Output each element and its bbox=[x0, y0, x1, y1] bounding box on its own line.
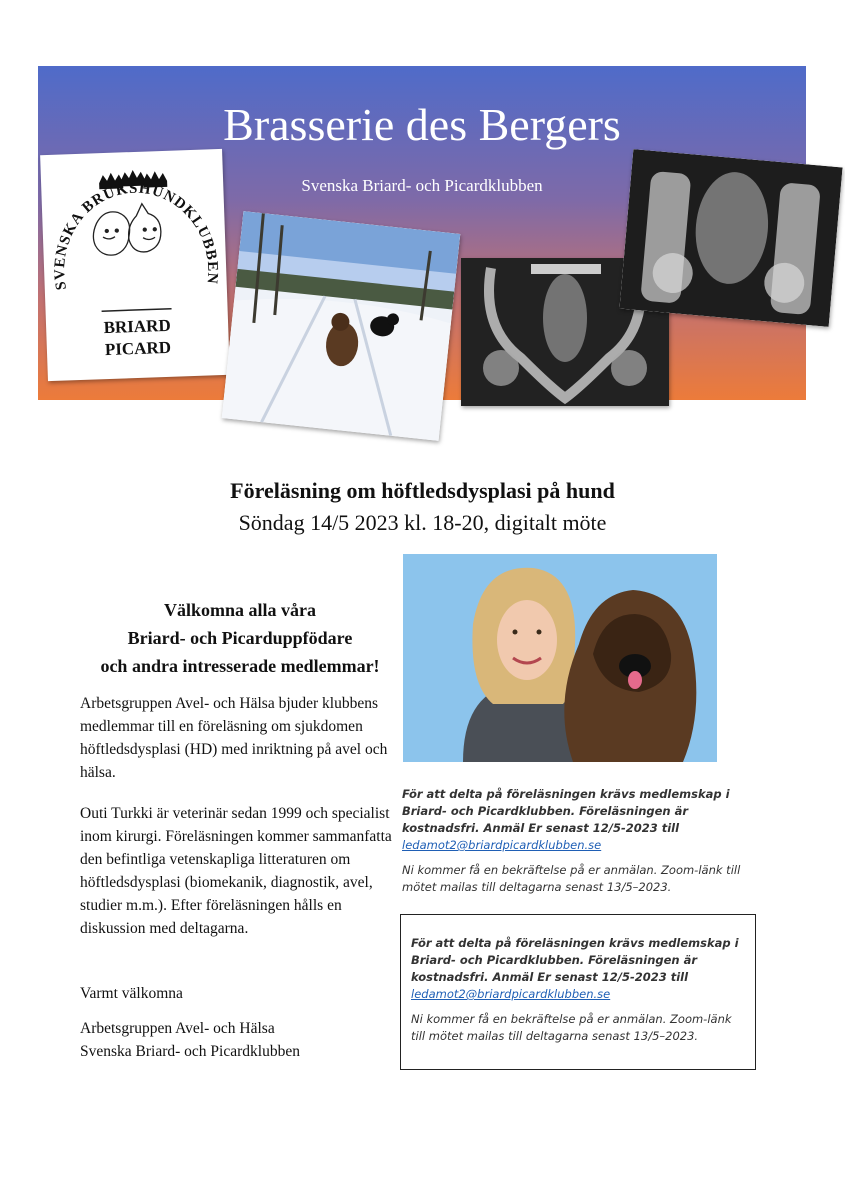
welcome-line: Briard- och Picarduppfödare bbox=[127, 628, 353, 648]
welcome-line: och andra intresserade medlemmar! bbox=[100, 656, 380, 676]
intro-paragraph: Arbetsgruppen Avel- och Hälsa bjuder klubbens medlemmar till en föreläsning om sjukdomen höftledsdysplasi (HD) med inriktning på avel och hälsa. bbox=[80, 695, 388, 781]
registration-confirmation: Ni kommer få en bekräftelse på er anmälan. Zoom-länk till mötet mailas till deltagarna senast 13/5–2023. bbox=[402, 863, 741, 894]
welcome-heading bbox=[78, 596, 402, 680]
svg-text:SVENSKA BRUKSHUNDKLUBBEN bbox=[49, 178, 221, 291]
banner-title: Brasserie des Bergers bbox=[223, 99, 621, 150]
speaker-paragraph: Outi Turkki är veterinär sedan 1999 och specialist inom kirurgi. Föreläsningen kommer sammanfatta den befintliga vetenskapliga litteraturen om höftledsdysplasi (biomekanik, diagnostik, avel, studier m.m.). Efter föreläsningen hålls en diskussion med deltagarna. bbox=[80, 805, 392, 937]
registration-requirement: För att delta på föreläsningen krävs medlemskap i Briard- och Picardklubben. Föreläsningen är kostnadsfri. Anmäl Er senast 12/5-2023 till bbox=[411, 936, 739, 984]
registration-box bbox=[400, 914, 756, 1070]
signature-line: Svenska Briard- och Picardklubben bbox=[80, 1043, 300, 1060]
registration-confirmation: Ni kommer få en bekräftelse på er anmälan. Zoom-länk till mötet mailas till deltagarna senast 13/5–2023. bbox=[411, 1012, 732, 1043]
logo-line2: PICARD bbox=[104, 337, 172, 360]
registration-email-link[interactable]: ledamot2@briardpicardklubben.se bbox=[402, 838, 602, 852]
snow-dogs-photo bbox=[222, 211, 461, 441]
registration-note bbox=[402, 786, 742, 896]
club-logo bbox=[40, 149, 230, 381]
registration-requirement: För att delta på föreläsningen krävs medlemskap i Briard- och Picardklubben. Föreläsningen är kostnadsfri. Anmäl Er senast 12/5-2023 till bbox=[402, 787, 730, 835]
signature-line: Arbetsgruppen Avel- och Hälsa bbox=[80, 1020, 275, 1037]
registration-email-link[interactable]: ledamot2@briardpicardklubben.se bbox=[411, 987, 611, 1001]
closing-greeting: Varmt välkomna bbox=[80, 985, 183, 1002]
signature bbox=[80, 1017, 398, 1063]
event-title: Föreläsning om höftledsdysplasi på hund bbox=[230, 478, 615, 503]
xray-image-legs bbox=[619, 149, 842, 327]
banner-subtitle: Svenska Briard- och Picardklubben bbox=[301, 176, 543, 195]
logo-ring-text: SVENSKA BRUKSHUNDKLUBBEN bbox=[52, 180, 221, 292]
dog-heads-icon bbox=[92, 203, 161, 256]
logo-line1: BRIARD bbox=[103, 315, 171, 338]
event-date: Söndag 14/5 2023 kl. 18-20, digitalt möte bbox=[238, 510, 607, 535]
speaker-with-dog-photo bbox=[403, 554, 717, 762]
welcome-line: Välkomna alla våra bbox=[163, 600, 316, 620]
